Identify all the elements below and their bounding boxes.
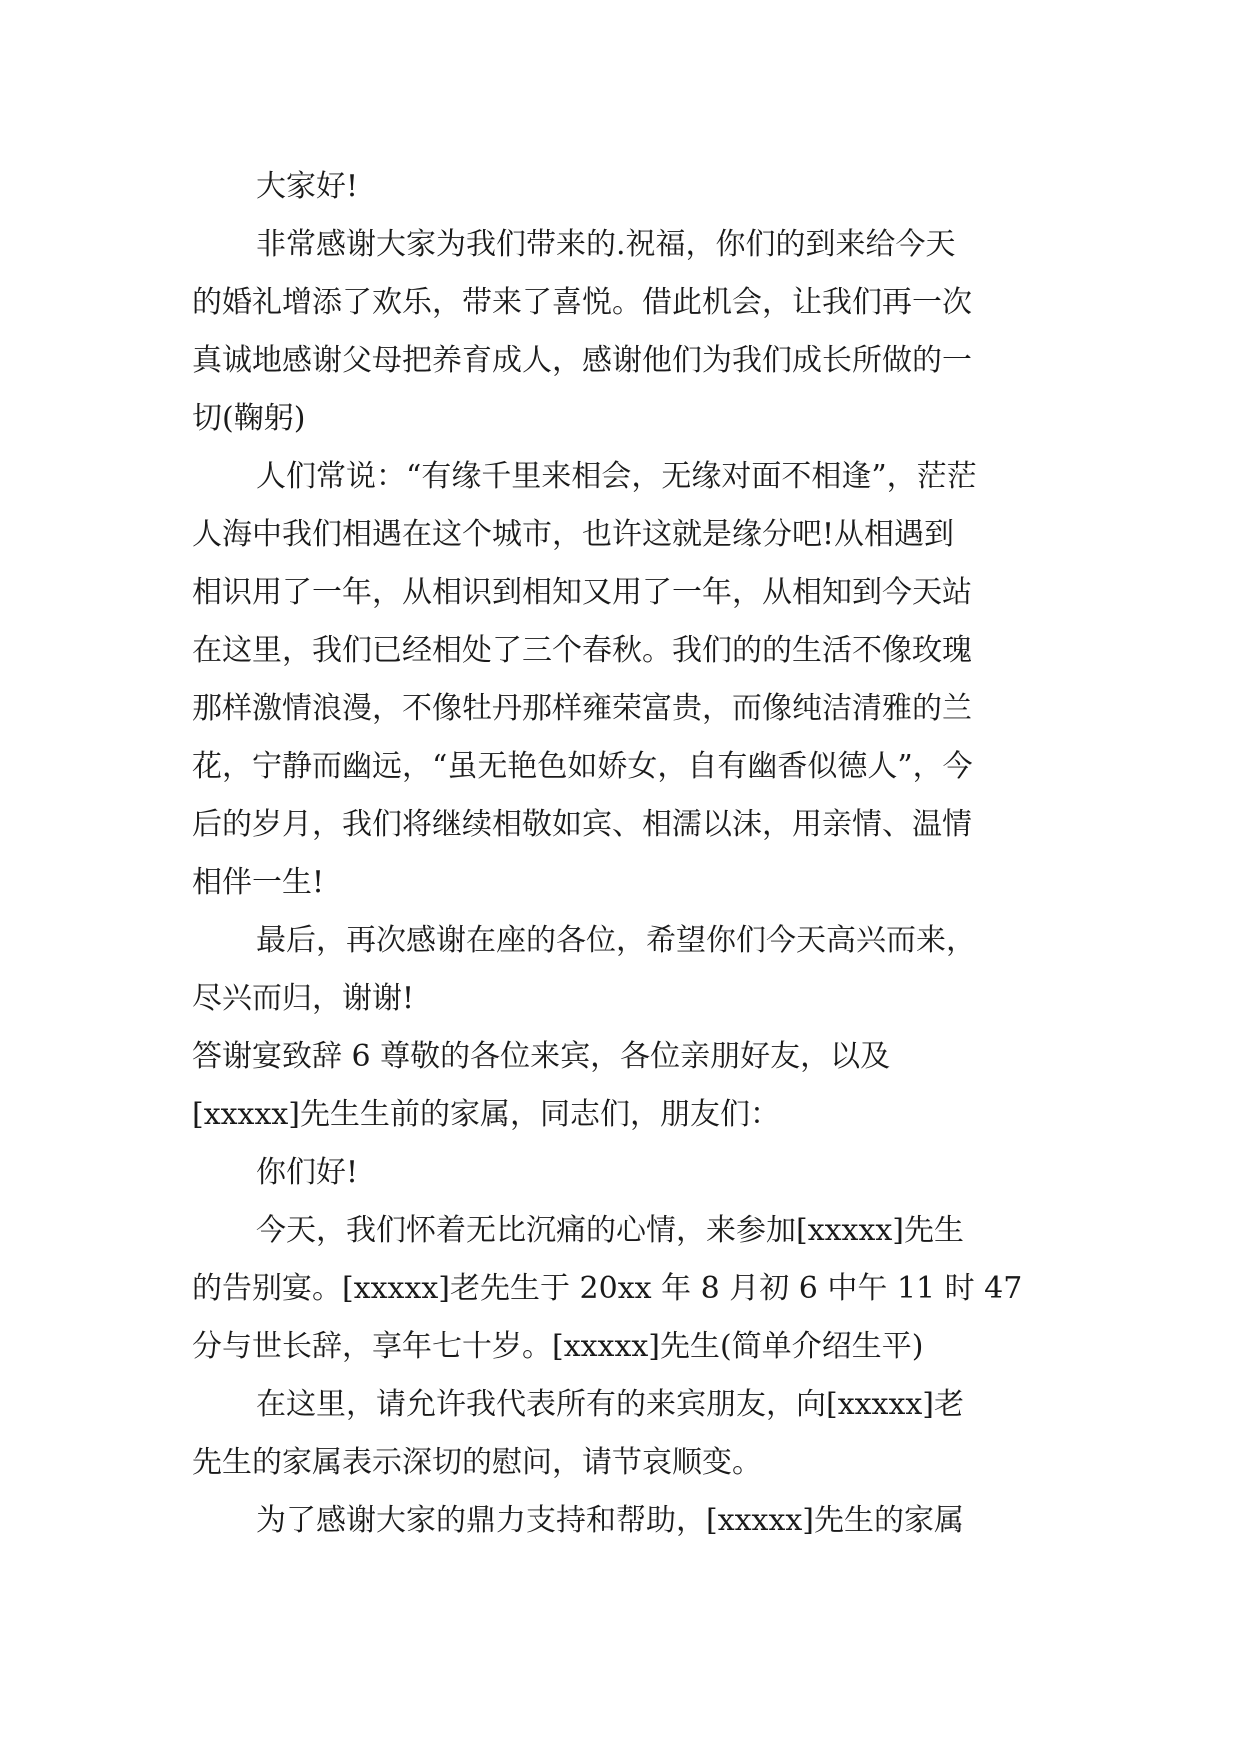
paragraph-line: 在这里，我们已经相处了三个春秋。我们的的生活不像玫瑰 <box>192 633 972 668</box>
section-heading-line: 答谢宴致辞 6 尊敬的各位来宾，各位亲朋好友，以及 <box>192 1039 891 1074</box>
paragraph-line: 切(鞠躬) <box>192 401 306 436</box>
greeting-line: 大家好! <box>256 169 359 204</box>
paragraph-line: 相识用了一年，从相识到相知又用了一年，从相知到今天站 <box>192 575 972 610</box>
paragraph-line: 人们常说：“有缘千里来相会，无缘对面不相逢”，茫茫 <box>256 459 977 494</box>
paragraph-line: 先生的家属表示深切的慰问，请节哀顺变。 <box>192 1445 762 1480</box>
paragraph-line: 非常感谢大家为我们带来的.祝福，你们的到来给今天 <box>256 227 956 262</box>
paragraph-line: 那样激情浪漫，不像牡丹那样雍荣富贵，而像纯洁清雅的兰 <box>192 691 972 726</box>
greeting-line: 你们好! <box>256 1155 359 1190</box>
paragraph-line: 在这里，请允许我代表所有的来宾朋友，向[xxxxx]老 <box>256 1387 965 1422</box>
paragraph-line: 尽兴而归，谢谢! <box>192 981 415 1016</box>
paragraph-line: 人海中我们相遇在这个城市，也许这就是缘分吧!从相遇到 <box>192 517 955 552</box>
paragraph-line: 分与世长辞，享年七十岁。[xxxxx]先生(简单介绍生平) <box>192 1329 924 1364</box>
paragraph-line: 的婚礼增添了欢乐，带来了喜悦。借此机会，让我们再一次 <box>192 285 972 320</box>
paragraph-line: 相伴一生! <box>192 865 325 900</box>
paragraph-line: [xxxxx]先生生前的家属，同志们，朋友们： <box>192 1097 781 1132</box>
paragraph-line: 后的岁月，我们将继续相敬如宾、相濡以沫，用亲情、温情 <box>192 807 972 842</box>
paragraph-line: 的告别宴。[xxxxx]老先生于 20xx 年 8 月初 6 中午 11 时 47 <box>192 1271 1023 1306</box>
paragraph-line: 今天，我们怀着无比沉痛的心情，来参加[xxxxx]先生 <box>256 1213 965 1248</box>
paragraph-line: 为了感谢大家的鼎力支持和帮助，[xxxxx]先生的家属 <box>256 1503 965 1538</box>
paragraph-line: 真诚地感谢父母把养育成人，感谢他们为我们成长所做的一 <box>192 343 972 378</box>
paragraph-line: 最后，再次感谢在座的各位，希望你们今天高兴而来， <box>256 923 976 958</box>
paragraph-line: 花，宁静而幽远，“虽无艳色如娇女，自有幽香似德人”，今 <box>192 749 973 784</box>
